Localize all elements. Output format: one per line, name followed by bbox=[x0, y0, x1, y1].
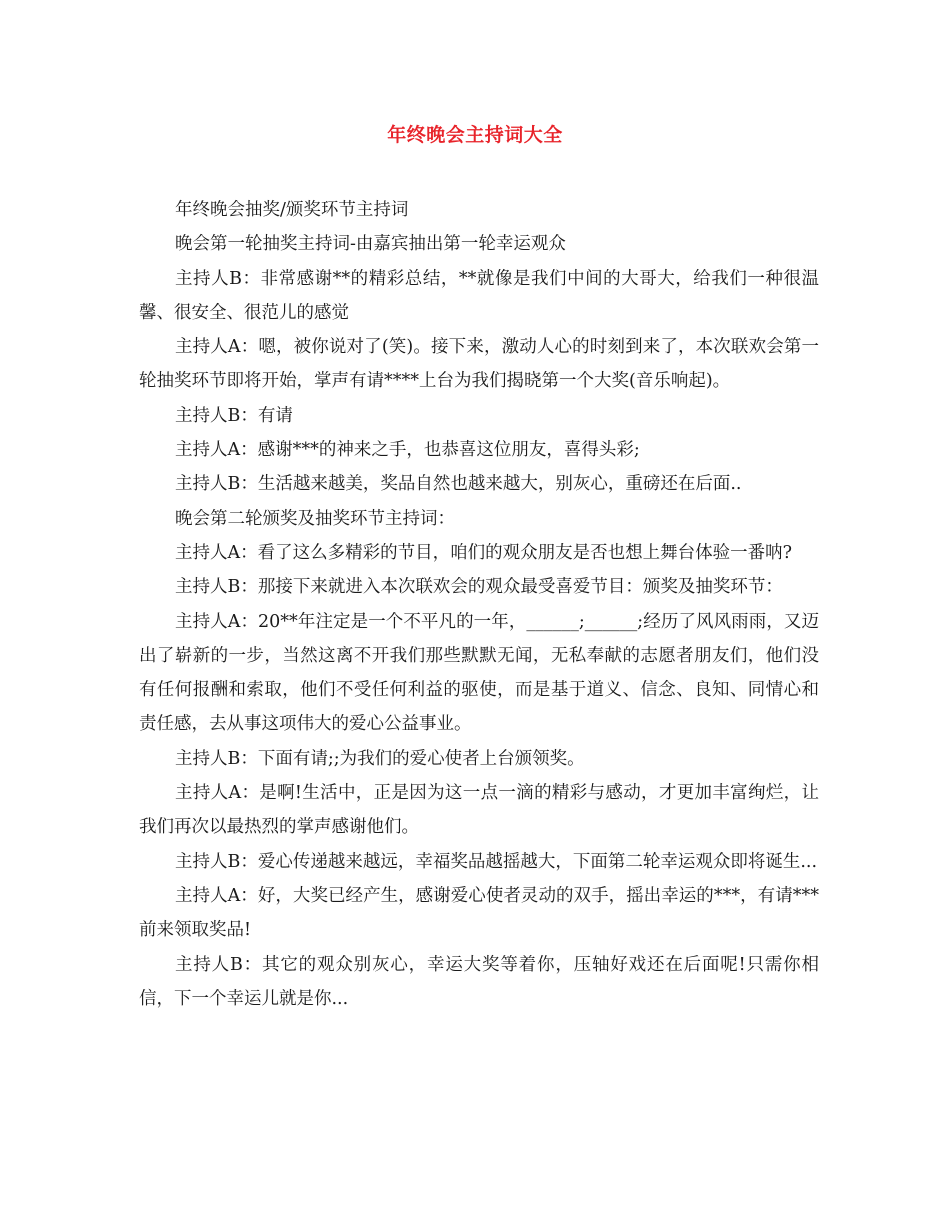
document-body bbox=[139, 193, 819, 1016]
paragraph: 主持人B：其它的观众别灰心，幸运大奖等着你，压轴好戏还在后面呢!只需你相信，下一个幸运儿就是你... bbox=[139, 954, 819, 1009]
paragraph: 主持人A：看了这么多精彩的节目，咱们的观众朋友是否也想上舞台体验一番呐? bbox=[175, 542, 793, 563]
paragraph: 主持人B：那接下来就进入本次联欢会的观众最受喜爱节目：颁奖及抽奖环节： bbox=[175, 577, 783, 598]
paragraph: 主持人A：感谢***的神来之手，也恭喜这位朋友，喜得头彩; bbox=[175, 440, 640, 461]
paragraph: 主持人A：嗯，被你说对了(笑)。接下来，激动人心的时刻到来了，本次联欢会第一轮抽奖环节即将开始，掌声有请****上台为我们揭晓第一个大奖(音乐响起)。 bbox=[139, 337, 819, 392]
paragraph-section-heading: 年终晚会抽奖/颁奖环节主持词 bbox=[175, 200, 409, 220]
paragraph: 主持人B：爱心传递越来越远，幸福奖品越摇越大，下面第二轮幸运观众即将诞生... bbox=[175, 851, 818, 872]
document-title: 年终晚会主持词大全 bbox=[387, 124, 563, 146]
paragraph: 主持人B：有请 bbox=[175, 405, 293, 426]
paragraph-round-one-heading: 晚会第一轮抽奖主持词-由嘉宾抽出第一轮幸运观众 bbox=[175, 234, 566, 255]
paragraph: 主持人A：好，大奖已经产生，感谢爱心使者灵动的双手，摇出幸运的***，有请***前来领取奖品! bbox=[139, 885, 819, 941]
paragraph: 主持人A：是啊!生活中，正是因为这一点一滴的精彩与感动，才更加丰富绚烂，让我们再次以最热烈的掌声感谢他们。 bbox=[139, 783, 819, 838]
paragraph: 主持人B：下面有请;;为我们的爱心使者上台颁领奖。 bbox=[175, 748, 585, 769]
paragraph: 主持人A：20**年注定是一个不平凡的一年，______;______;经历了风风雨雨，又迈出了崭新的一步，当然这离不开我们那些默默无闻，无私奉献的志愿者朋友们，他们没有任何报酬和索取，他们不受任何利益的驱使，而是基于道义、信念、良知、同情心和责任感，去从事这项伟大的爱心公益事业。 bbox=[139, 611, 819, 735]
paragraph-round-two-heading: 晚会第二轮颁奖及抽奖环节主持词： bbox=[175, 508, 455, 529]
paragraph: 主持人B：生活越来越美，奖品自然也越来越大，别灰心，重磅还在后面.. bbox=[175, 474, 742, 495]
paragraph: 主持人B：非常感谢**的精彩总结，**就像是我们中间的大哥大，给我们一种很温馨、很安全、很范儿的感觉 bbox=[139, 268, 819, 323]
